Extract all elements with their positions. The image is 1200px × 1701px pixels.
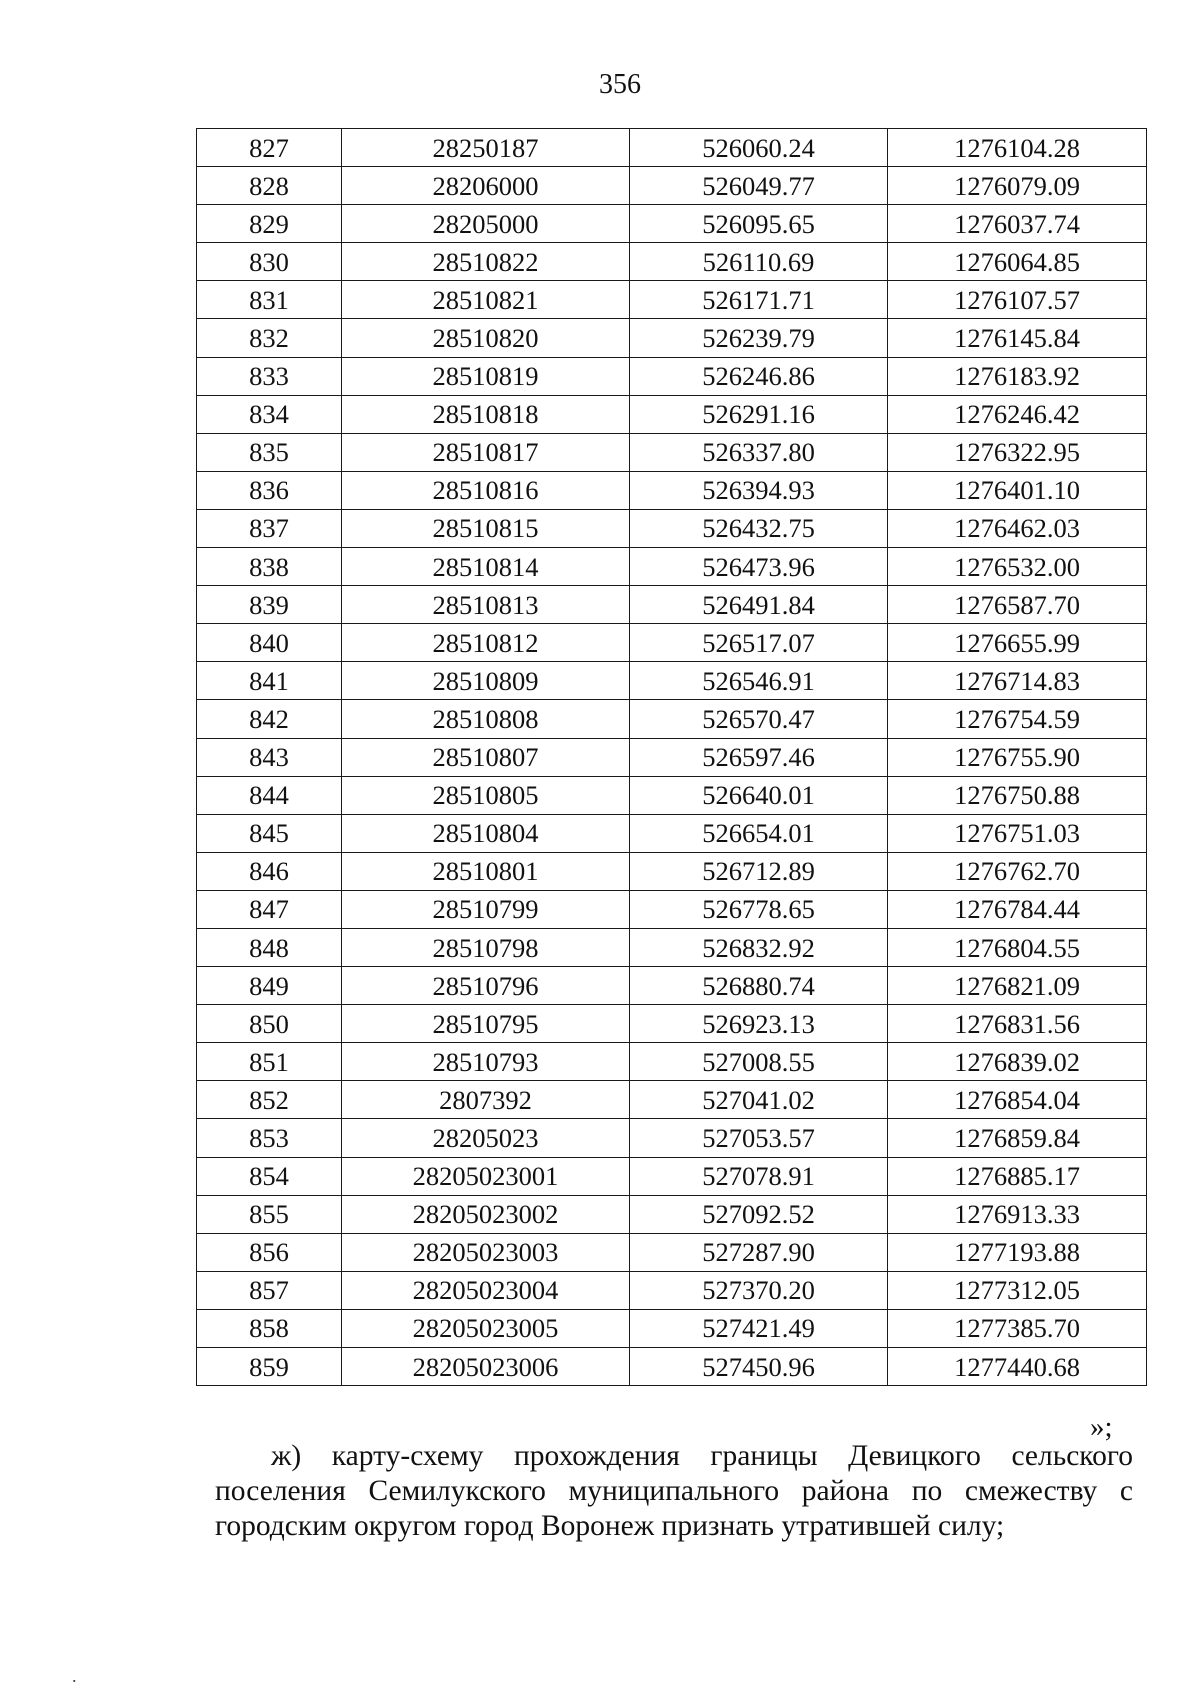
point-number-cell: 849 (197, 967, 342, 1005)
x-coordinate-cell: 526923.13 (630, 1005, 888, 1043)
point-number-cell: 853 (197, 1119, 342, 1157)
table-row (197, 243, 1147, 281)
point-number-cell: 854 (197, 1157, 342, 1195)
point-number-cell: 841 (197, 662, 342, 700)
y-coordinate-cell: 1276145.84 (888, 319, 1147, 357)
table-row (197, 1119, 1147, 1157)
y-coordinate-cell: 1277312.05 (888, 1271, 1147, 1309)
point-number-cell: 844 (197, 776, 342, 814)
point-id-cell: 2807392 (342, 1081, 630, 1119)
y-coordinate-cell: 1277440.68 (888, 1348, 1147, 1386)
x-coordinate-cell: 526095.65 (630, 205, 888, 243)
point-number-cell: 829 (197, 205, 342, 243)
point-number-cell: 851 (197, 1043, 342, 1081)
y-coordinate-cell: 1276532.00 (888, 548, 1147, 586)
x-coordinate-cell: 527041.02 (630, 1081, 888, 1119)
y-coordinate-cell: 1276064.85 (888, 243, 1147, 281)
coordinates-table (196, 128, 1147, 1386)
point-id-cell: 28510818 (342, 395, 630, 433)
point-id-cell: 28205023004 (342, 1271, 630, 1309)
table-row (197, 281, 1147, 319)
point-id-cell: 28205023006 (342, 1348, 630, 1386)
table-row (197, 738, 1147, 776)
point-number-cell: 831 (197, 281, 342, 319)
paragraph-text: ж) карту-схему прохождения границы Девицкого сельского поселения Семилукского муниципального района по смежеству с городским округом город Воронеж признать утратившей силу; (215, 1440, 1133, 1542)
y-coordinate-cell: 1276839.02 (888, 1043, 1147, 1081)
y-coordinate-cell: 1276714.83 (888, 662, 1147, 700)
table-row (197, 814, 1147, 852)
y-coordinate-cell: 1276804.55 (888, 928, 1147, 966)
table-row (197, 700, 1147, 738)
x-coordinate-cell: 527370.20 (630, 1271, 888, 1309)
point-number-cell: 843 (197, 738, 342, 776)
point-id-cell: 28250187 (342, 129, 630, 167)
y-coordinate-cell: 1276755.90 (888, 738, 1147, 776)
point-id-cell: 28510820 (342, 319, 630, 357)
point-number-cell: 859 (197, 1348, 342, 1386)
point-id-cell: 28510807 (342, 738, 630, 776)
x-coordinate-cell: 526712.89 (630, 852, 888, 890)
point-id-cell: 28206000 (342, 167, 630, 205)
x-coordinate-cell: 526473.96 (630, 548, 888, 586)
x-coordinate-cell: 526778.65 (630, 890, 888, 928)
table-row (197, 319, 1147, 357)
point-id-cell: 28510813 (342, 586, 630, 624)
x-coordinate-cell: 526337.80 (630, 433, 888, 471)
x-coordinate-cell: 527092.52 (630, 1195, 888, 1233)
y-coordinate-cell: 1276751.03 (888, 814, 1147, 852)
x-coordinate-cell: 527053.57 (630, 1119, 888, 1157)
x-coordinate-cell: 526517.07 (630, 624, 888, 662)
point-number-cell: 842 (197, 700, 342, 738)
point-id-cell: 28510799 (342, 890, 630, 928)
closing-quote: »; (1090, 1411, 1113, 1443)
y-coordinate-cell: 1276246.42 (888, 395, 1147, 433)
point-id-cell: 28510815 (342, 509, 630, 547)
y-coordinate-cell: 1276104.28 (888, 129, 1147, 167)
point-number-cell: 850 (197, 1005, 342, 1043)
x-coordinate-cell: 526171.71 (630, 281, 888, 319)
point-id-cell: 28205023 (342, 1119, 630, 1157)
table-row (197, 1005, 1147, 1043)
table-row (197, 205, 1147, 243)
point-number-cell: 837 (197, 509, 342, 547)
point-number-cell: 830 (197, 243, 342, 281)
table-row (197, 624, 1147, 662)
y-coordinate-cell: 1277193.88 (888, 1233, 1147, 1271)
x-coordinate-cell: 527421.49 (630, 1309, 888, 1347)
point-number-cell: 852 (197, 1081, 342, 1119)
x-coordinate-cell: 527008.55 (630, 1043, 888, 1081)
page-number: 356 (599, 69, 641, 100)
table-row (197, 167, 1147, 205)
table-row (197, 967, 1147, 1005)
table-row (197, 1271, 1147, 1309)
point-number-cell: 847 (197, 890, 342, 928)
x-coordinate-cell: 526546.91 (630, 662, 888, 700)
point-id-cell: 28510805 (342, 776, 630, 814)
point-id-cell: 28510809 (342, 662, 630, 700)
y-coordinate-cell: 1276913.33 (888, 1195, 1147, 1233)
y-coordinate-cell: 1276750.88 (888, 776, 1147, 814)
y-coordinate-cell: 1277385.70 (888, 1309, 1147, 1347)
point-number-cell: 858 (197, 1309, 342, 1347)
table-row (197, 928, 1147, 966)
x-coordinate-cell: 526291.16 (630, 395, 888, 433)
table-row (197, 129, 1147, 167)
x-coordinate-cell: 526640.01 (630, 776, 888, 814)
x-coordinate-cell: 527450.96 (630, 1348, 888, 1386)
point-id-cell: 28510804 (342, 814, 630, 852)
point-id-cell: 28510821 (342, 281, 630, 319)
x-coordinate-cell: 526110.69 (630, 243, 888, 281)
y-coordinate-cell: 1276587.70 (888, 586, 1147, 624)
coordinates-table-body (197, 129, 1147, 1386)
table-row (197, 471, 1147, 509)
y-coordinate-cell: 1276859.84 (888, 1119, 1147, 1157)
point-number-cell: 839 (197, 586, 342, 624)
x-coordinate-cell: 526432.75 (630, 509, 888, 547)
table-row (197, 1195, 1147, 1233)
table-row (197, 1157, 1147, 1195)
table-row (197, 890, 1147, 928)
point-number-cell: 833 (197, 357, 342, 395)
y-coordinate-cell: 1276322.95 (888, 433, 1147, 471)
y-coordinate-cell: 1276854.04 (888, 1081, 1147, 1119)
point-id-cell: 28510816 (342, 471, 630, 509)
x-coordinate-cell: 526570.47 (630, 700, 888, 738)
table-row (197, 1081, 1147, 1119)
point-number-cell: 827 (197, 129, 342, 167)
table-row (197, 1043, 1147, 1081)
point-id-cell: 28510819 (342, 357, 630, 395)
point-number-cell: 834 (197, 395, 342, 433)
point-id-cell: 28510822 (342, 243, 630, 281)
point-number-cell: 856 (197, 1233, 342, 1271)
point-number-cell: 840 (197, 624, 342, 662)
y-coordinate-cell: 1276831.56 (888, 1005, 1147, 1043)
x-coordinate-cell: 527078.91 (630, 1157, 888, 1195)
point-number-cell: 846 (197, 852, 342, 890)
point-id-cell: 28510795 (342, 1005, 630, 1043)
point-number-cell: 855 (197, 1195, 342, 1233)
x-coordinate-cell: 526597.46 (630, 738, 888, 776)
x-coordinate-cell: 526239.79 (630, 319, 888, 357)
x-coordinate-cell: 526832.92 (630, 928, 888, 966)
point-number-cell: 845 (197, 814, 342, 852)
x-coordinate-cell: 526049.77 (630, 167, 888, 205)
point-id-cell: 28510796 (342, 967, 630, 1005)
margin-mark: . (72, 1666, 77, 1686)
point-number-cell: 857 (197, 1271, 342, 1309)
y-coordinate-cell: 1276079.09 (888, 167, 1147, 205)
point-id-cell: 28205023001 (342, 1157, 630, 1195)
point-number-cell: 836 (197, 471, 342, 509)
table-row (197, 586, 1147, 624)
point-id-cell: 28510812 (342, 624, 630, 662)
point-id-cell: 28510808 (342, 700, 630, 738)
table-row (197, 509, 1147, 547)
y-coordinate-cell: 1276107.57 (888, 281, 1147, 319)
table-row (197, 662, 1147, 700)
point-number-cell: 832 (197, 319, 342, 357)
x-coordinate-cell: 526880.74 (630, 967, 888, 1005)
x-coordinate-cell: 526246.86 (630, 357, 888, 395)
x-coordinate-cell: 526394.93 (630, 471, 888, 509)
table-row (197, 1233, 1147, 1271)
point-number-cell: 838 (197, 548, 342, 586)
x-coordinate-cell: 526060.24 (630, 129, 888, 167)
point-id-cell: 28205023002 (342, 1195, 630, 1233)
y-coordinate-cell: 1276754.59 (888, 700, 1147, 738)
point-id-cell: 28510801 (342, 852, 630, 890)
point-id-cell: 28510793 (342, 1043, 630, 1081)
point-id-cell: 28510814 (342, 548, 630, 586)
y-coordinate-cell: 1276762.70 (888, 852, 1147, 890)
point-id-cell: 28510817 (342, 433, 630, 471)
point-number-cell: 848 (197, 928, 342, 966)
y-coordinate-cell: 1276183.92 (888, 357, 1147, 395)
y-coordinate-cell: 1276037.74 (888, 205, 1147, 243)
y-coordinate-cell: 1276885.17 (888, 1157, 1147, 1195)
y-coordinate-cell: 1276784.44 (888, 890, 1147, 928)
y-coordinate-cell: 1276655.99 (888, 624, 1147, 662)
point-number-cell: 828 (197, 167, 342, 205)
table-row (197, 548, 1147, 586)
table-row (197, 852, 1147, 890)
table-row (197, 357, 1147, 395)
point-number-cell: 835 (197, 433, 342, 471)
y-coordinate-cell: 1276401.10 (888, 471, 1147, 509)
point-id-cell: 28510798 (342, 928, 630, 966)
table-row (197, 776, 1147, 814)
x-coordinate-cell: 526654.01 (630, 814, 888, 852)
x-coordinate-cell: 527287.90 (630, 1233, 888, 1271)
y-coordinate-cell: 1276821.09 (888, 967, 1147, 1005)
table-row (197, 395, 1147, 433)
table-row (197, 1348, 1147, 1386)
x-coordinate-cell: 526491.84 (630, 586, 888, 624)
table-row (197, 1309, 1147, 1347)
point-id-cell: 28205000 (342, 205, 630, 243)
y-coordinate-cell: 1276462.03 (888, 509, 1147, 547)
point-id-cell: 28205023005 (342, 1309, 630, 1347)
point-id-cell: 28205023003 (342, 1233, 630, 1271)
table-row (197, 433, 1147, 471)
